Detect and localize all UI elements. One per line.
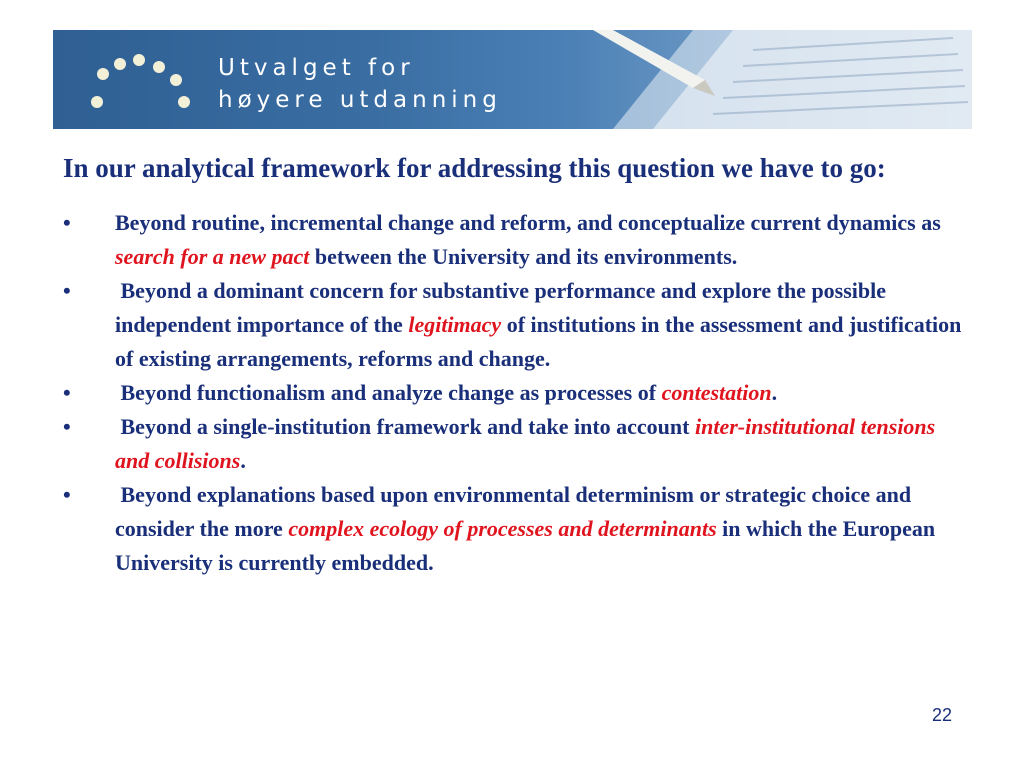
bullet-text-after: . [771, 380, 778, 405]
logo-line-2: høyere utdanning [218, 87, 502, 113]
slide-heading: In our analytical framework for addressing this question we have to go: [63, 153, 886, 183]
bullet-item-5 [63, 478, 963, 580]
slide-body [63, 150, 963, 580]
bullet-icon: • [63, 380, 71, 405]
bullet-highlight: legitimacy [408, 312, 502, 337]
bullet-icon: • [63, 414, 71, 439]
bullet-icon: • [63, 482, 71, 507]
bullet-icon: • [63, 278, 71, 303]
bullet-highlight: inter-institutional tensions and collisions [115, 414, 936, 473]
bullet-text-before: Beyond functionalism and analyze change as processes of [120, 380, 662, 405]
bullet-text-before: Beyond a single-institution framework and take into account [120, 414, 695, 439]
bullet-text-before: Beyond explanations based upon environmental determinism or strategic choice and consider the more [115, 482, 912, 541]
bullet-text-after: between the University and its environments. [309, 244, 738, 269]
logo-line-1: Utvalget for [218, 55, 415, 81]
bullet-item-3 [63, 376, 963, 410]
bullet-highlight: search for a new pact [115, 244, 310, 269]
page-number: 22 [932, 705, 953, 725]
logo-dots-icon [91, 54, 190, 108]
bullet-item-4 [63, 410, 963, 478]
bullet-list [63, 206, 963, 580]
bullet-text-after: . [240, 448, 246, 473]
header-banner [53, 30, 972, 129]
bullet-text-after: of institutions in the assessment and justification of existing arrangements, reforms and change. [115, 312, 962, 371]
bullet-text-before: Beyond a dominant concern for substantive performance and explore the possible independent importance of the [115, 278, 887, 337]
bullet-icon: • [63, 210, 71, 235]
bullet-text-after: in which the European University is currently embedded. [115, 516, 936, 575]
bullet-item-2 [63, 274, 963, 376]
bullet-text-before: Beyond routine, incremental change and reform, and conceptualize current dynamics as [115, 210, 941, 235]
bullet-highlight: complex ecology of processes and determinants [288, 516, 717, 541]
bullet-highlight: contestation [661, 380, 772, 405]
banner-graphic [53, 30, 972, 129]
bullet-item-1 [63, 206, 963, 274]
